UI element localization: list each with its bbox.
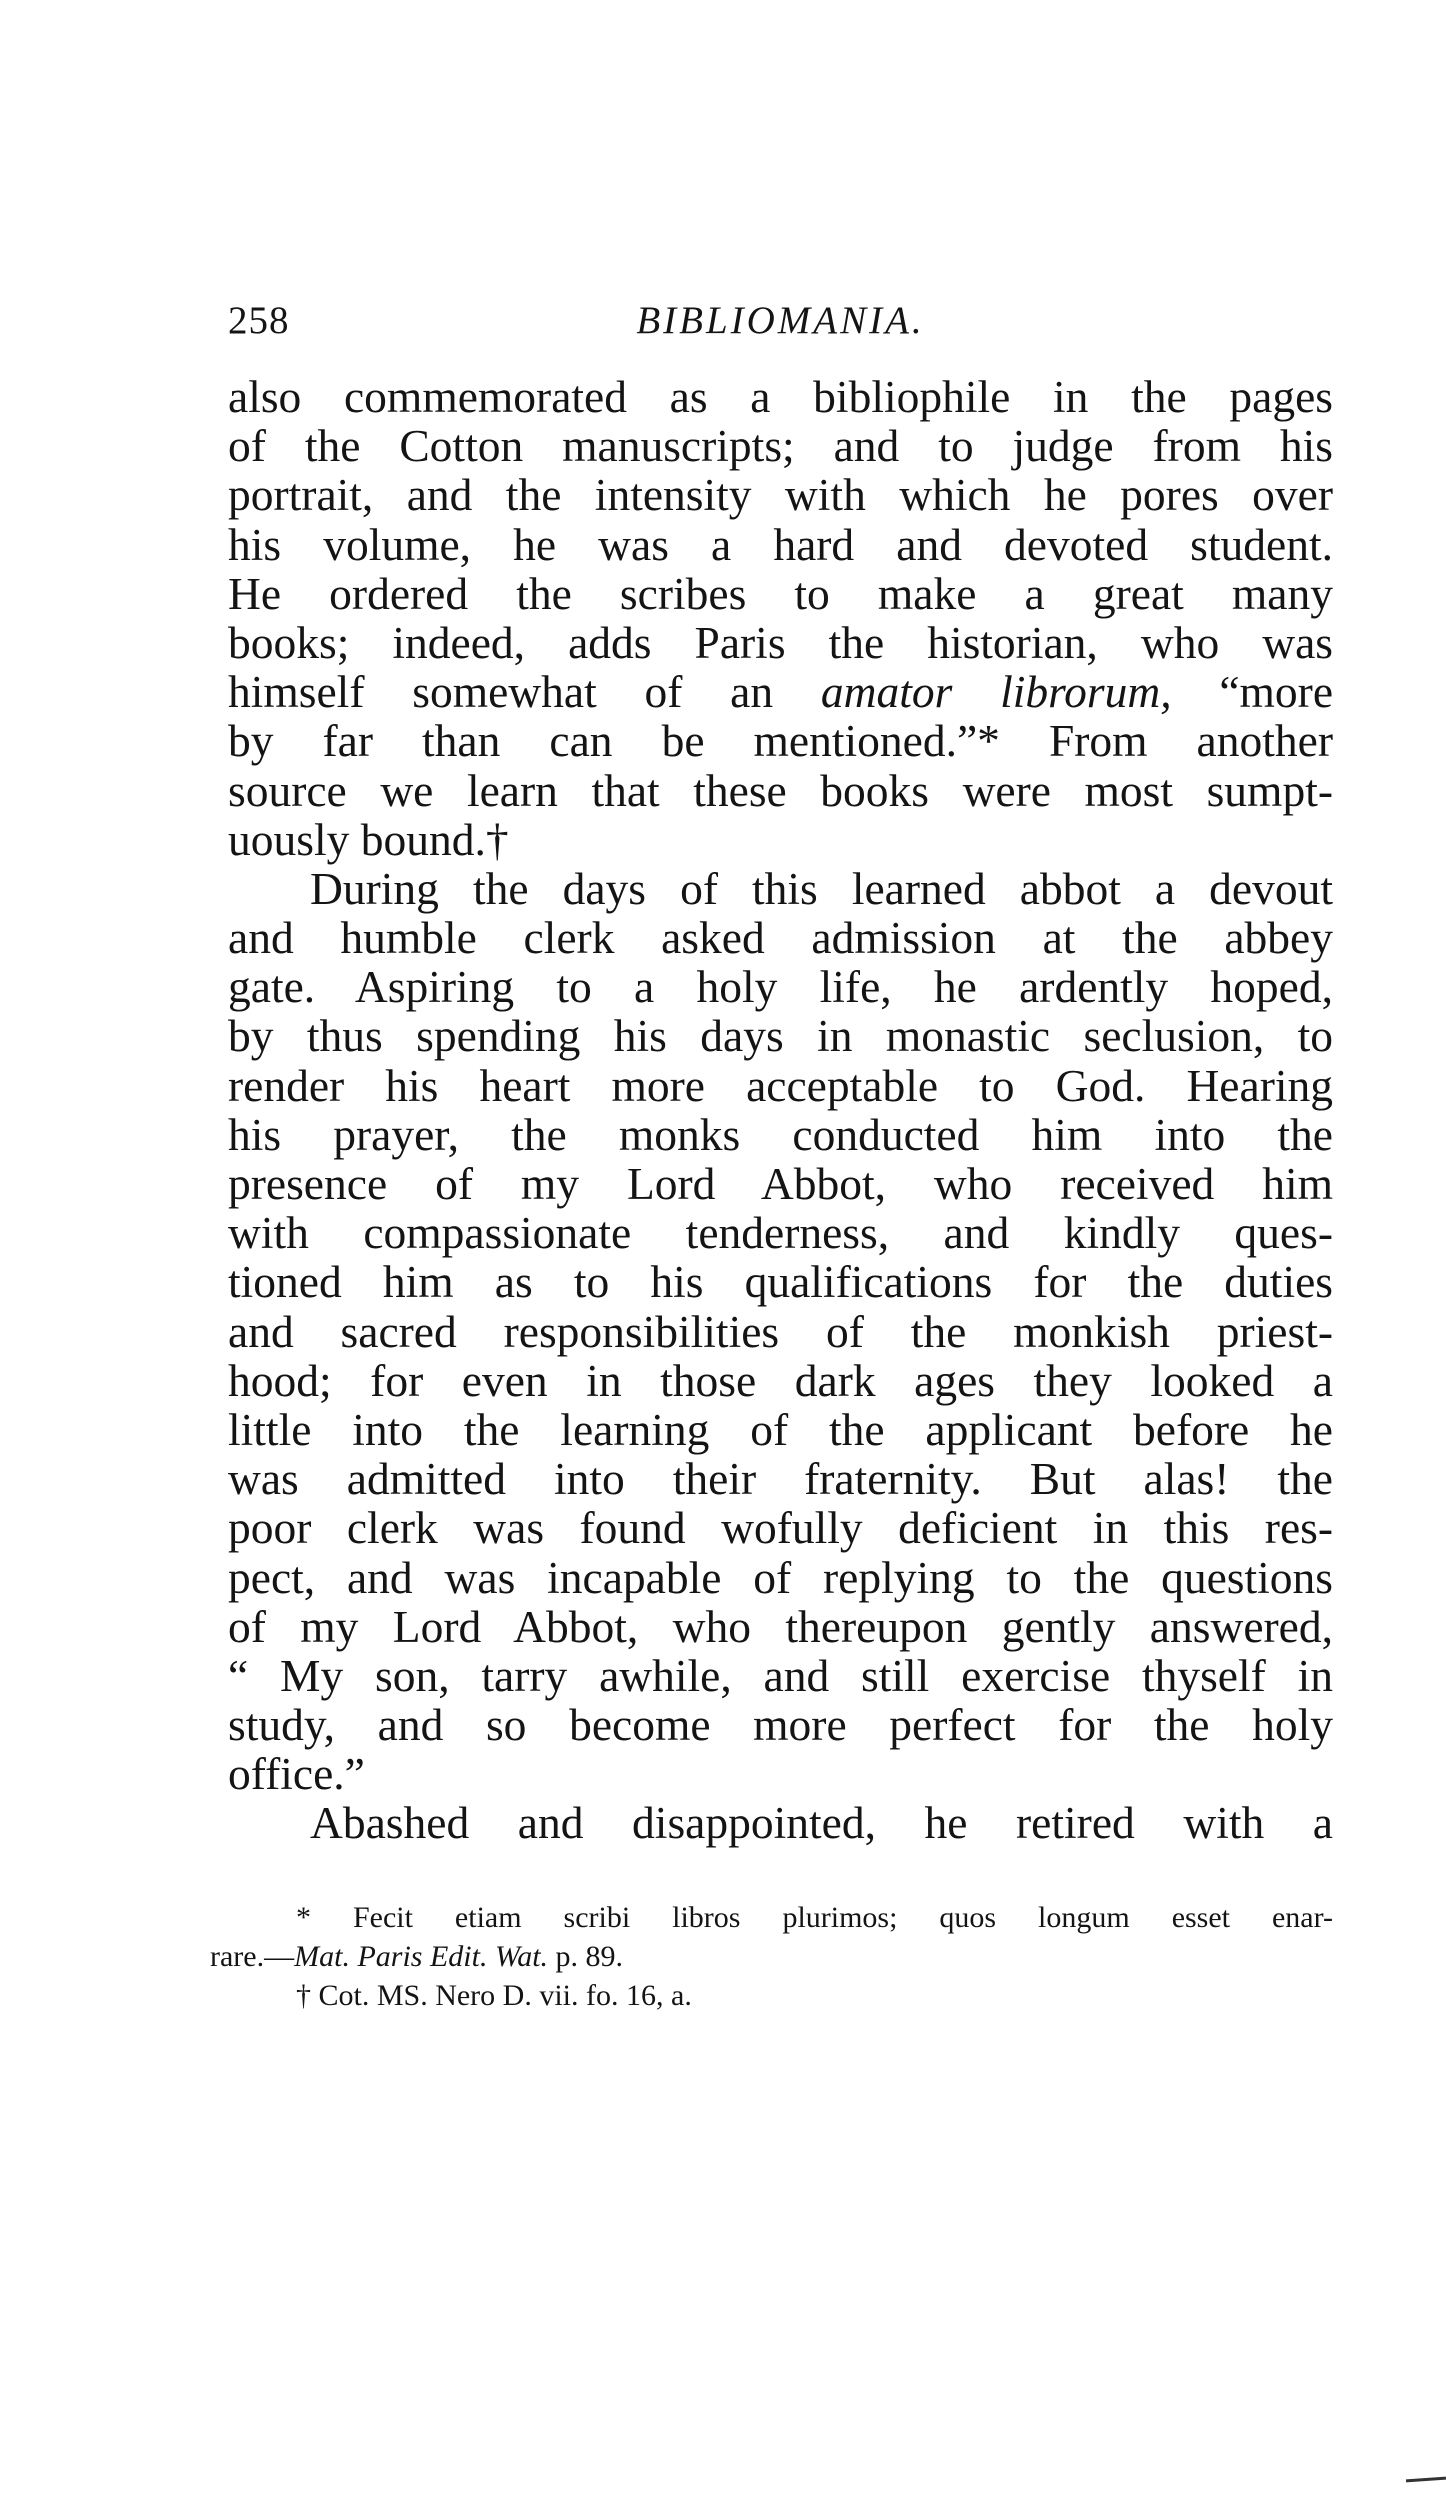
footnote-text: p. 89. — [555, 1940, 624, 1973]
text-segment: himself somewhat of an — [228, 666, 774, 718]
text-line: and sacred responsibilities of the monkish priest- — [228, 1305, 1333, 1357]
text-line: portrait, and the intensity with which he pores over — [228, 469, 1333, 521]
text-line: render his heart more acceptable to God. Hearing — [228, 1059, 1333, 1111]
text-line: with compassionate tenderness, and kindly ques- — [228, 1207, 1333, 1259]
text-line: office.” — [228, 1748, 365, 1800]
footnotes — [210, 1898, 1333, 2015]
paragraph-first-line: During the days of this learned abbot a devout — [310, 862, 1333, 914]
text-line: hood; for even in those dark ages they looked a — [228, 1354, 1333, 1406]
text-segment: “more — [1219, 666, 1334, 718]
text-line: source we learn that these books were most sumpt- — [228, 764, 1333, 816]
text-line: poor clerk was found wofully deficient in this res- — [228, 1502, 1333, 1554]
text-line: presence of my Lord Abbot, who received him — [228, 1158, 1333, 1209]
text-line: also commemorated as a bibliophile in the pages — [228, 371, 1333, 422]
footnote-citation: Mat. Paris Edit. Wat. — [294, 1940, 549, 1973]
text-line: study, and so become more perfect for the holy — [228, 1699, 1333, 1751]
footnote-line: † Cot. MS. Nero D. vii. fo. 16, a. — [296, 1979, 692, 2012]
footnote-line — [210, 1937, 1333, 1976]
text-line: “ My son, tarry awhile, and still exercise thyself in — [228, 1649, 1333, 1701]
text-line: little into the learning of the applicant before he — [228, 1403, 1333, 1455]
footnote-text: rare.— — [210, 1940, 295, 1973]
running-title: BIBLIOMANIA. — [636, 299, 925, 342]
latin-phrase: amator librorum, — [820, 666, 1172, 718]
text-line: pect, and was incapable of replying to the questions — [228, 1551, 1333, 1603]
text-line: gate. Aspiring to a holy life, he ardently hoped, — [228, 961, 1333, 1013]
text-line: He ordered the scribes to make a great many — [228, 567, 1333, 619]
text-line: of my Lord Abbot, who thereupon gently answered, — [228, 1600, 1333, 1652]
body-text — [228, 372, 1333, 1848]
text-line: tioned him as to his qualifications for the duties — [228, 1256, 1333, 1308]
text-line — [228, 667, 1333, 716]
text-line: and humble clerk asked admission at the abbey — [228, 912, 1333, 964]
text-line: his prayer, the monks conducted him into the — [228, 1108, 1333, 1160]
text-line: books; indeed, adds Paris the historian, who was — [228, 616, 1333, 668]
text-line: by far than can be mentioned.”* From another — [228, 715, 1333, 767]
paragraph-first-line: Abashed and disappointed, he retired with a — [310, 1797, 1333, 1849]
text-line: was admitted into their fraternity. But alas! the — [228, 1453, 1333, 1505]
text-line: uously bound.† — [228, 813, 509, 865]
text-line: by thus spending his days in monastic seclusion, to — [228, 1010, 1333, 1062]
page-number: 258 — [228, 299, 290, 342]
footnote-line: * Fecit etiam scribi libros plurimos; quos longum esset enar- — [296, 1901, 1333, 1934]
text-line: of the Cotton manuscripts; and to judge from his — [228, 420, 1333, 472]
running-head — [228, 298, 1333, 358]
scan-edge-mark — [1406, 2477, 1446, 2483]
text-line: his volume, he was a hard and devoted student. — [228, 518, 1333, 570]
